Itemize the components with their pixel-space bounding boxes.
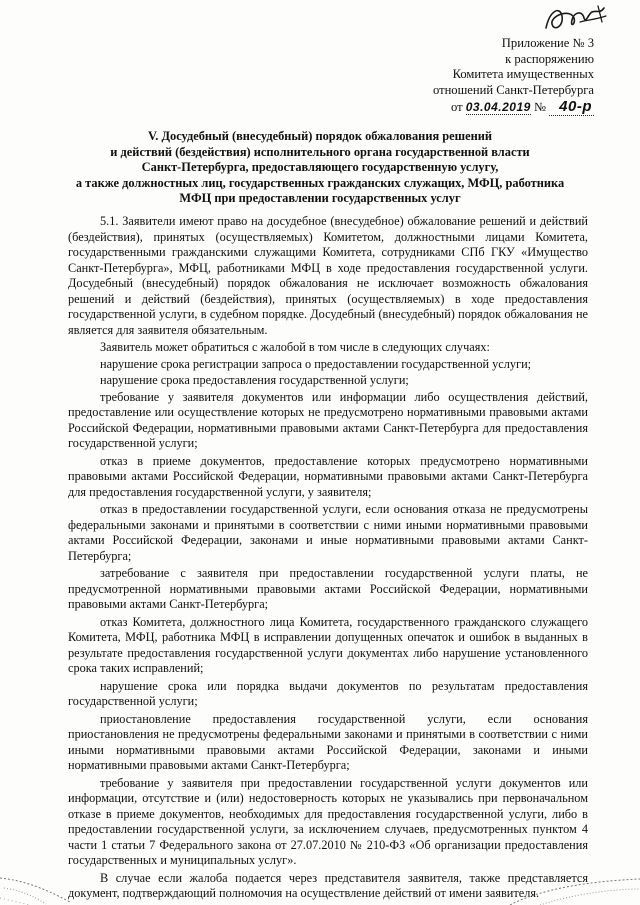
paragraph: затребование с заявителя при предоставлении государственной услуги платы, не предусмотренной нормативными правовыми актами Российской Федерации, нормативными правовыми актами Санкт-Петербурга;: [68, 566, 588, 611]
appendix-date-line: [334, 99, 594, 116]
number-prefix: №: [533, 100, 546, 114]
appendix-line: Приложение № 3: [501, 36, 594, 50]
paragraph: 5.1. Заявители имеют право на досудебное (внесудебное) обжалование решений и действий (бездействия), принятых (осуществляемых) Комитетом, должностными лицами Комитета, государственными гражданскими служащими Комитета, сотрудниками СПб ГКУ «Имущество Санкт-Петербурга», МФЦ, работниками МФЦ в ходе предоставления государственной услуги. Досудебный (внесудебный) порядок обжалования не исключает возможность обжалования решений и действий (бездействия), принятых (осуществляемых) в ходе предоставления государственной услуги, в судебном порядке. Досудебный (внесудебный) порядок обжалования не является для заявителя обязательным.: [68, 214, 588, 337]
handwritten-date: 03.04.2019: [465, 100, 531, 114]
appendix-block: [334, 36, 594, 116]
section-heading: [62, 129, 578, 207]
paragraph: отказ Комитета, должностного лица Комитета, государственного гражданского служащего Комитета, МФЦ, работника МФЦ в исправлении допущенных опечаток и ошибок в выданных в результате предоставления государственной услуги документах либо нарушение установленного срока таких исправлений;: [68, 614, 588, 675]
paragraph: отказ в предоставлении государственной услуги, если основания отказа не предусмотрены федеральными законами и принятыми в соответствии с ними иными нормативными правовыми актами Российской Федерации, законами и иные нормативными правовыми актами Санкт-Петербурга;: [68, 502, 588, 563]
handwritten-number: 40-р: [549, 98, 594, 116]
paragraph: Заявитель может обратиться с жалобой в том числе в следующих случаях:: [100, 340, 490, 354]
paragraph: нарушение срока регистрации запроса о предоставлении государственной услуги;: [100, 356, 532, 371]
heading-line: Санкт-Петербурга, предоставляющего государственную услугу,: [141, 160, 499, 175]
handwritten-signature: [540, 2, 610, 38]
paragraph: приостановление предоставления государственной услуги, если основания приостановления не предусмотрены федеральными законами и принятыми в соответствии с ними иными нормативными правовыми актами Российской Федерации, законами и иными нормативными правовыми актами Санкт-Петербурга;: [68, 711, 588, 772]
stamp-fragment-right: [500, 875, 640, 905]
heading-line: V. Досудебный (внесудебный) порядок обжалования решений: [147, 129, 493, 143]
paragraph: нарушение срока или порядка выдачи документов по результатам предоставления государственной услуги;: [68, 678, 588, 708]
heading-line: и действий (бездействия) исполнительного органа государственной власти: [110, 144, 530, 159]
paragraph: требование у заявителя при предоставлении государственной услуги документов или информации, отсутствие и (или) недостоверность которых не указывались при первоначальном отказе в приеме документов, необходимых для предоставления государственной услуги, либо в предоставлении государственной услуги, за исключением случаев, предусмотренных пунктом 4 части 1 статьи 7 Федерального закона от 27.07.2010 № 210-ФЗ «Об организации предоставления государственных и муниципальных услуг».: [68, 775, 588, 867]
body-text: [68, 214, 588, 904]
stamp-fragment-left: [0, 868, 80, 905]
paragraph: В случае если жалоба подается через представителя заявителя, также представляется документ, подтверждающий полномочия на осуществление действий от имени заявителя.: [68, 870, 588, 900]
paragraph: нарушение срока предоставления государственной услуги;: [100, 373, 409, 387]
paragraph: требование у заявителя документов или информации либо осуществления действий, предоставление или осуществление которых не предусмотрено нормативными правовыми актами Российской Федерации, нормативными правовыми актами Санкт-Петербурга для предоставления государственной услуги;: [68, 389, 588, 450]
date-prefix: от: [450, 100, 463, 114]
appendix-line: Комитета имущественных: [452, 67, 594, 81]
appendix-line: к распоряжению: [505, 51, 594, 66]
heading-line: МФЦ при предоставлении государственных услуг: [179, 191, 461, 206]
appendix-line: отношений Санкт-Петербурга: [432, 82, 594, 97]
paragraph: отказ в приеме документов, предоставление которых предусмотрено нормативными правовыми актами Российской Федерации, нормативными правовыми актами Санкт-Петербурга для предоставления государственной услуги, у заявителя;: [68, 453, 588, 499]
heading-line: а также должностных лиц, государственных гражданских служащих, МФЦ, работника: [75, 175, 565, 190]
